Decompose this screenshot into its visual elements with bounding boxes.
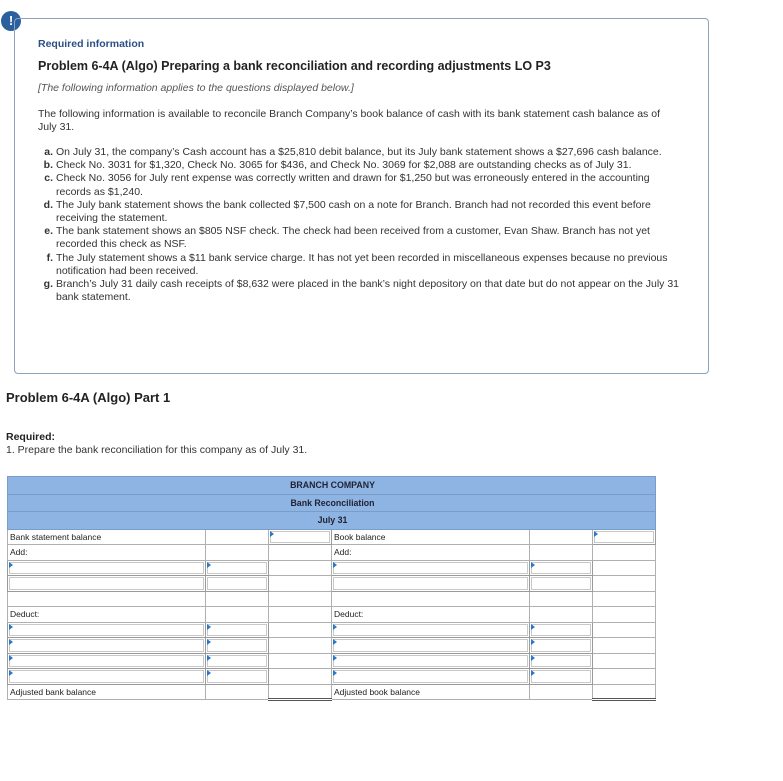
empty-cell (530, 545, 593, 561)
item-letter: f. (46, 251, 53, 264)
item-letter: g. (43, 278, 53, 291)
input-marker-icon (9, 670, 13, 676)
empty-cell (593, 576, 656, 592)
item-text: On July 31, the company’s Cash account has a $25,810 debit balance, but its July bank statement shows a $27,696 cash balance. (56, 146, 662, 158)
empty-cell (206, 684, 269, 700)
item-text: The July statement shows a $11 bank service charge. It has not yet been recorded in miscellaneous expenses because no previous notification had been received. (56, 251, 668, 277)
item-letter: c. (44, 172, 53, 185)
book-deduct-item-select[interactable] (332, 669, 530, 685)
empty-cell (269, 622, 332, 638)
table-row (8, 653, 656, 669)
input-marker-icon (207, 670, 211, 676)
empty-cell (332, 591, 530, 607)
item-letter: d. (43, 198, 53, 211)
empty-cell (593, 669, 656, 685)
empty-cell (530, 684, 593, 700)
table-row (8, 669, 656, 685)
book-deduct-amount-input[interactable] (530, 622, 593, 638)
bank-add-item-select[interactable] (8, 576, 206, 592)
empty-cell (593, 607, 656, 623)
input-marker-icon (333, 624, 337, 630)
book-balance-label: Book balance (332, 529, 530, 545)
list-item (38, 278, 683, 304)
empty-cell (530, 607, 593, 623)
statement-title: Bank Reconciliation (8, 494, 656, 512)
input-marker-icon (207, 624, 211, 630)
item-letter: a. (44, 146, 53, 158)
intro-text: The following information is available to reconcile Branch Company’s book balance of cash with its bank statement cash balance as of July 31. (38, 108, 660, 133)
input-marker-icon (531, 624, 535, 630)
input-marker-icon (207, 655, 211, 661)
empty-cell (593, 545, 656, 561)
book-add-amount-input[interactable] (530, 576, 593, 592)
item-text: Branch’s July 31 daily cash receipts of $8,632 were placed in the bank’s night depository on that date but do not appear on the July 31 bank statement. (56, 278, 680, 304)
empty-cell (593, 638, 656, 654)
adjusted-book-balance-total (593, 684, 656, 700)
input-marker-icon (9, 655, 13, 661)
adjusted-bank-balance-total (269, 684, 332, 700)
empty-cell (530, 529, 593, 545)
table-row (8, 607, 656, 623)
empty-cell (269, 560, 332, 576)
applies-note: [The following information applies to the questions displayed below.] (38, 82, 354, 94)
table-row (8, 560, 656, 576)
book-deduct-item-select[interactable] (332, 622, 530, 638)
input-marker-icon (207, 639, 211, 645)
empty-cell (269, 545, 332, 561)
bank-deduct-amount-input[interactable] (206, 653, 269, 669)
list-item (38, 199, 683, 225)
bank-statement-balance-label: Bank statement balance (8, 529, 206, 545)
input-marker-icon (9, 624, 13, 630)
bank-deduct-amount-input[interactable] (206, 638, 269, 654)
bank-deduct-item-select[interactable] (8, 653, 206, 669)
book-deduct-amount-input[interactable] (530, 653, 593, 669)
required-label: Required: (6, 431, 56, 443)
bank-add-item-select[interactable] (8, 560, 206, 576)
bank-deduct-label: Deduct: (8, 607, 206, 623)
input-marker-icon (333, 562, 337, 568)
bank-add-label: Add: (8, 545, 206, 561)
input-marker-icon (594, 531, 598, 537)
empty-cell (593, 653, 656, 669)
alert-icon: ! (1, 11, 21, 31)
input-marker-icon (531, 670, 535, 676)
empty-cell (269, 576, 332, 592)
problem-title: Problem 6-4A (Algo) Preparing a bank reconciliation and recording adjustments LO P3 (38, 59, 551, 73)
empty-cell (206, 545, 269, 561)
bank-add-amount-input[interactable] (206, 576, 269, 592)
list-item (38, 159, 683, 172)
required-text: 1. Prepare the bank reconciliation for this company as of July 31. (6, 444, 308, 456)
input-marker-icon (531, 639, 535, 645)
empty-cell (8, 591, 206, 607)
bank-deduct-item-select[interactable] (8, 638, 206, 654)
book-add-item-select[interactable] (332, 560, 530, 576)
empty-cell (269, 669, 332, 685)
bank-deduct-amount-input[interactable] (206, 622, 269, 638)
empty-cell (269, 591, 332, 607)
input-marker-icon (333, 639, 337, 645)
item-text: The bank statement shows an $805 NSF check. The check had been received from a customer, Evan Shaw. Branch has not yet recorded this check as NSF. (56, 225, 650, 251)
table-row (8, 576, 656, 592)
item-text: The July bank statement shows the bank collected $7,500 cash on a note for Branch. Branch had not recorded this event before receiving the statement. (56, 198, 651, 225)
book-deduct-item-select[interactable] (332, 638, 530, 654)
information-list (38, 146, 683, 304)
book-balance-amount-input[interactable] (593, 529, 656, 545)
adjusted-bank-balance-label: Adjusted bank balance (8, 684, 206, 700)
required-information-label: Required information (38, 38, 145, 50)
list-item (38, 146, 683, 159)
input-marker-icon (207, 562, 211, 568)
table-row (8, 545, 656, 561)
book-deduct-amount-input[interactable] (530, 669, 593, 685)
bank-balance-amount-input[interactable] (269, 529, 332, 545)
table-row (8, 684, 656, 700)
bank-reconciliation-table (7, 476, 656, 701)
bank-add-amount-input[interactable] (206, 560, 269, 576)
adjusted-book-balance-label: Adjusted book balance (332, 684, 530, 700)
input-marker-icon (270, 531, 274, 537)
empty-cell (593, 591, 656, 607)
book-deduct-label: Deduct: (332, 607, 530, 623)
input-marker-icon (531, 562, 535, 568)
book-deduct-amount-input[interactable] (530, 638, 593, 654)
item-letter: b. (43, 159, 53, 172)
list-item (38, 252, 683, 278)
bank-deduct-item-select[interactable] (8, 669, 206, 685)
list-item (38, 172, 683, 198)
input-marker-icon (9, 562, 13, 568)
book-add-item-select[interactable] (332, 576, 530, 592)
input-marker-icon (531, 655, 535, 661)
empty-cell (530, 591, 593, 607)
empty-cell (593, 560, 656, 576)
empty-cell (269, 607, 332, 623)
book-deduct-item-select[interactable] (332, 653, 530, 669)
input-marker-icon (333, 670, 337, 676)
table-row (8, 638, 656, 654)
statement-date: July 31 (8, 512, 656, 530)
table-row (8, 529, 656, 545)
input-marker-icon (9, 639, 13, 645)
empty-cell (269, 653, 332, 669)
bank-deduct-amount-input[interactable] (206, 669, 269, 685)
item-text: Check No. 3056 for July rent expense was correctly written and drawn for $1,250 but was erroneously entered in the accounting records as $1,240. (56, 172, 650, 198)
book-add-label: Add: (332, 545, 530, 561)
empty-cell (206, 607, 269, 623)
table-row (8, 591, 656, 607)
table-row (8, 622, 656, 638)
bank-deduct-item-select[interactable] (8, 622, 206, 638)
item-letter: e. (44, 225, 53, 238)
input-marker-icon (333, 655, 337, 661)
empty-cell (206, 529, 269, 545)
empty-cell (593, 622, 656, 638)
part-title: Problem 6-4A (Algo) Part 1 (6, 390, 171, 405)
empty-cell (269, 638, 332, 654)
book-add-amount-input[interactable] (530, 560, 593, 576)
empty-cell (206, 591, 269, 607)
list-item (38, 225, 683, 251)
item-text: Check No. 3031 for $1,320, Check No. 3065 for $436, and Check No. 3069 for $2,088 are outstanding checks as of July 31. (56, 159, 632, 172)
company-name: BRANCH COMPANY (8, 477, 656, 495)
